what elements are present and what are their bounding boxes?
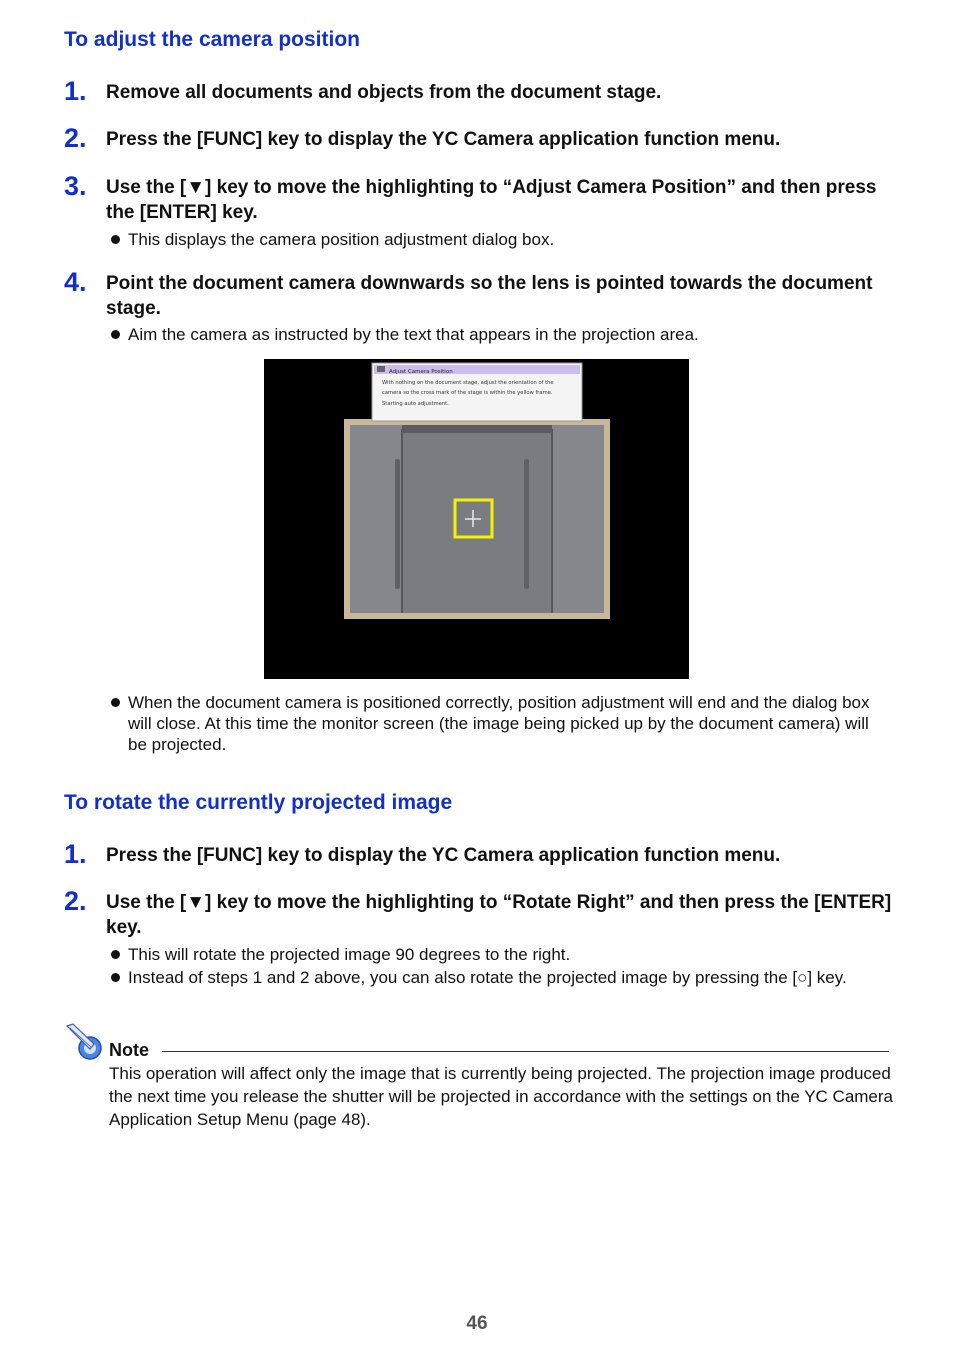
- note-title: Note: [109, 1040, 149, 1060]
- dialog-line: Starting auto adjustment.: [382, 401, 449, 407]
- projection-screenshot: [264, 359, 689, 679]
- bullet-item: This will rotate the projected image 90 degrees to the right.: [110, 944, 890, 965]
- camera-view-image: [264, 359, 689, 679]
- dialog-line: With nothing on the document stage, adjust the orientation of the: [382, 380, 554, 386]
- note-text: This operation will affect only the image that is currently being projected. The projection image produced the next time you release the shutter will be projected in accordance with the settings on the YC Camera Application Setup Menu (page 48).: [109, 1064, 894, 1129]
- bullet-item: Aim the camera as instructed by the text that appears in the projection area.: [110, 324, 890, 345]
- step-number: 2.: [64, 886, 87, 916]
- step-number: 1.: [64, 839, 87, 869]
- note-divider: [162, 1051, 889, 1052]
- bullet-item: Instead of steps 1 and 2 above, you can also rotate the projected image by pressing the [○] key.: [110, 967, 890, 988]
- note-pencil-icon: [64, 1022, 106, 1067]
- step-text: Use the [▼] key to move the highlighting to “Rotate Right” and then press the [ENTER] key.: [106, 892, 892, 938]
- dialog-title: Adjust Camera Position: [389, 369, 453, 375]
- step-number: 2.: [64, 123, 87, 153]
- dialog-line: camera so the cross mark of the stage is within the yellow frame.: [382, 390, 553, 396]
- step-text: Press the [FUNC] key to display the YC Camera application function menu.: [106, 129, 781, 150]
- step-text: Point the document camera downwards so the lens is pointed towards the document stage.: [106, 273, 873, 319]
- step-number: 4.: [64, 267, 87, 297]
- step-number: 3.: [64, 171, 87, 201]
- section-heading-adjust: To adjust the camera position: [64, 28, 360, 51]
- bullet-item: When the document camera is positioned correctly, position adjustment will end and the dialog box will close. At this time the monitor screen (the image being picked up by the document camera) will be projected.: [110, 692, 890, 755]
- step-text: Use the [▼] key to move the highlighting to “Adjust Camera Position” and then press the [ENTER] key.: [106, 177, 877, 223]
- page-number: 46: [466, 1313, 488, 1334]
- bullet-item: This displays the camera position adjustment dialog box.: [110, 229, 890, 250]
- step-number: 1.: [64, 76, 87, 106]
- step-text: Press the [FUNC] key to display the YC Camera application function menu.: [106, 845, 781, 866]
- section-heading-rotate: To rotate the currently projected image: [64, 791, 453, 814]
- step-text: Remove all documents and objects from the document stage.: [106, 82, 662, 103]
